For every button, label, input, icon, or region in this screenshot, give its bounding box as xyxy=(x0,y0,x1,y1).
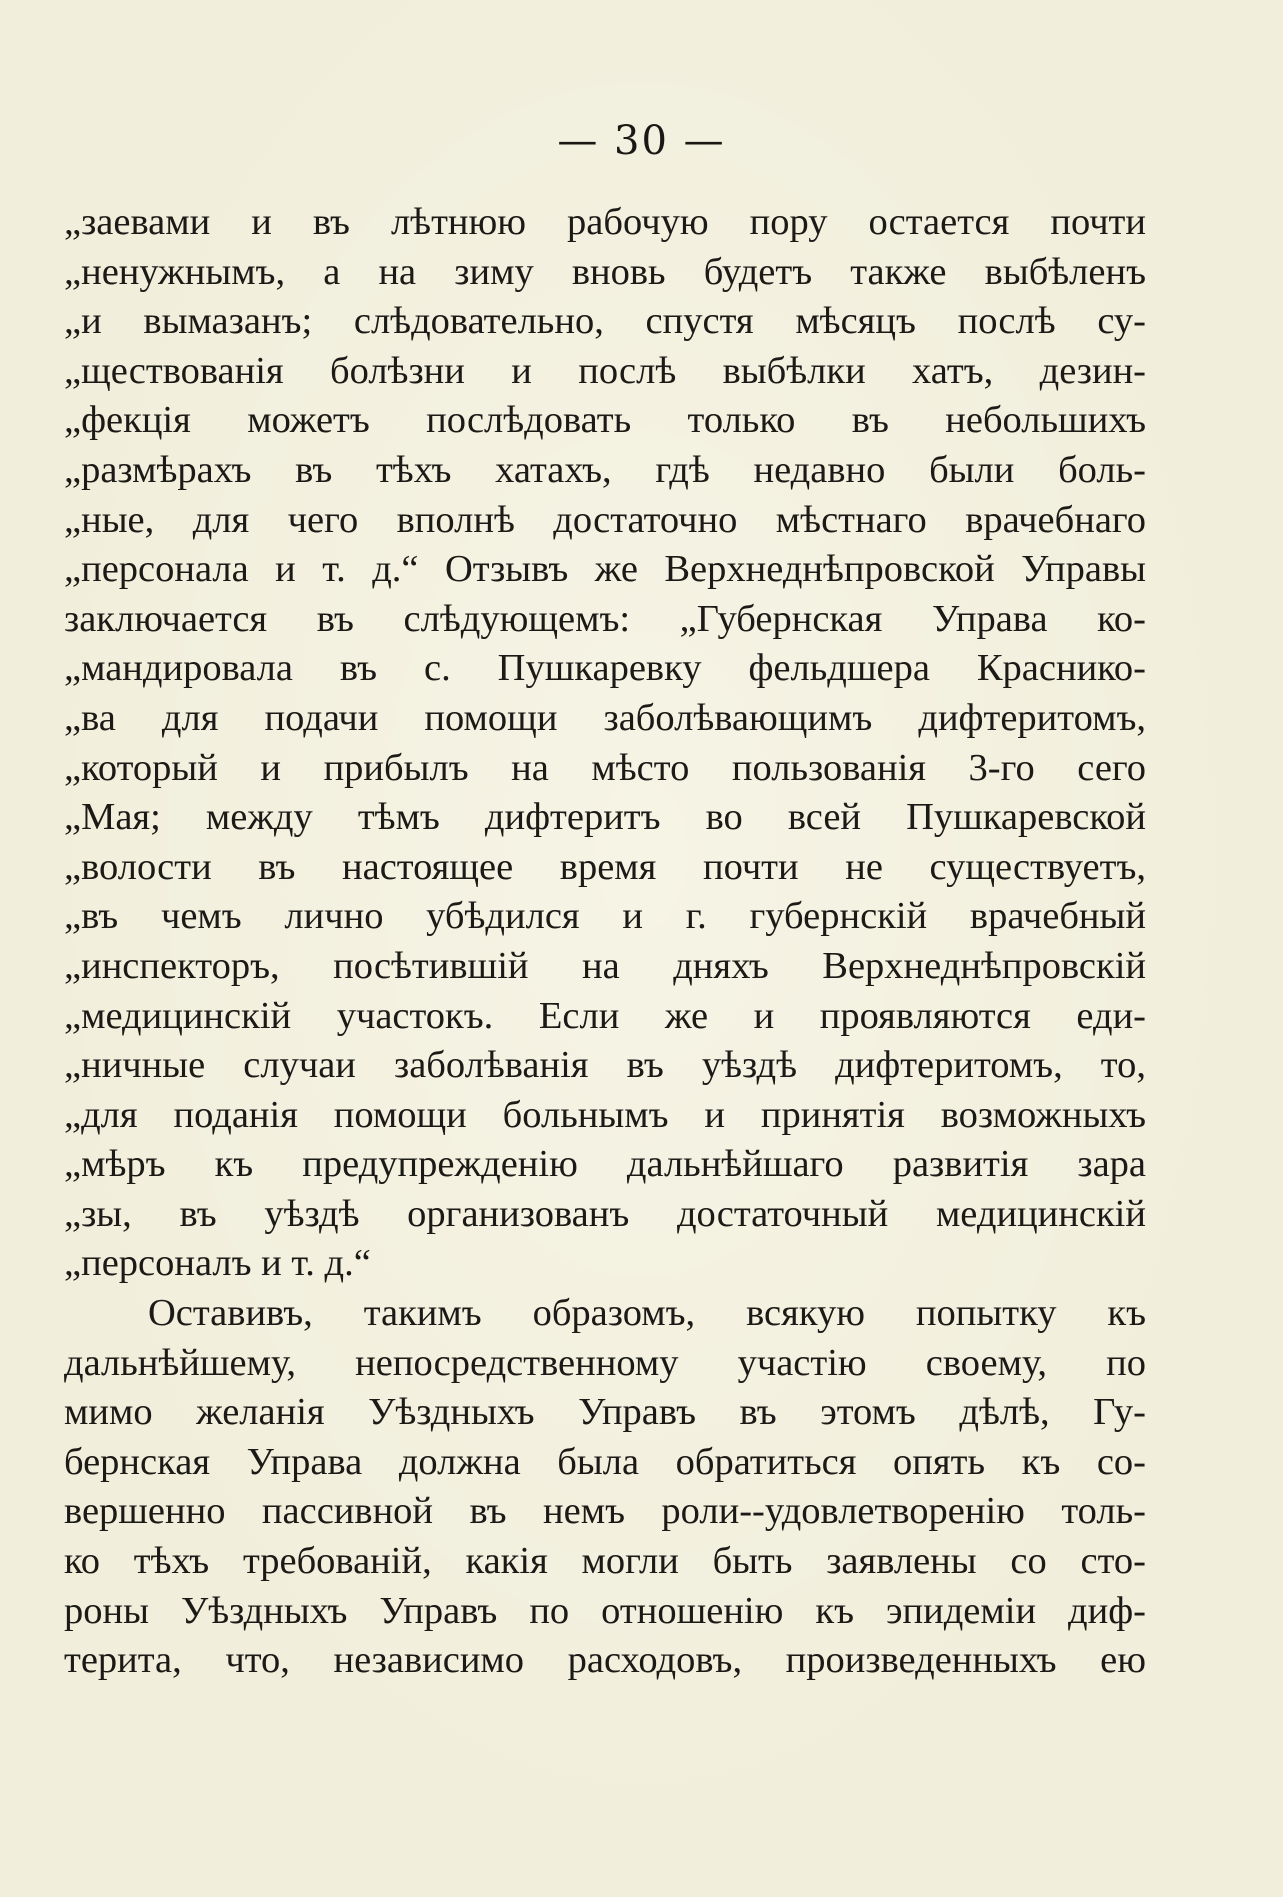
text-line: мимо желанія Уѣздныхъ Управъ въ этомъ дѣлѣ, Гу- xyxy=(64,1391,1146,1434)
text-line: „ненужнымъ, а на зиму вновь будетъ также выбѣленъ xyxy=(64,250,1146,293)
text-line: „ществованія болѣзни и послѣ выбѣлки хатъ, дезин- xyxy=(64,349,1146,392)
text-line: „въ чемъ лично убѣдился и г. губернскій врачебный xyxy=(64,895,1146,938)
page-number: — 30 — xyxy=(557,118,726,164)
text-line: вершенно пассивной въ немъ роли--удовлетворенію толь- xyxy=(64,1490,1146,1533)
text-line: ко тѣхъ требованій, какія могли быть заявлены со сто- xyxy=(64,1540,1146,1583)
text-line: роны Уѣздныхъ Управъ по отношенію къ эпидеміи диф- xyxy=(64,1589,1146,1632)
text-line: „и вымазанъ; слѣдовательно, спустя мѣсяцъ послѣ су- xyxy=(64,300,1146,343)
text-line: „персоналъ и т. д.“ xyxy=(64,1242,371,1285)
text-line: „медицинскій участокъ. Если же и проявляются еди- xyxy=(64,994,1146,1037)
text-line: „фекція можетъ послѣдовать только въ небольшихъ xyxy=(64,399,1146,442)
text-line: „персонала и т. д.“ Отзывъ же Верхнеднѣпровской Управы xyxy=(64,548,1146,591)
text-line: заключается въ слѣдующемъ: „Губернская Управа ко- xyxy=(64,597,1146,640)
text-line: „мандировала въ с. Пушкаревку фельдшера Краснико- xyxy=(64,647,1146,690)
text-line: терита, что, независимо расходовъ, произведенныхъ ею xyxy=(64,1639,1146,1682)
text-line: „размѣрахъ въ тѣхъ хатахъ, гдѣ недавно были боль- xyxy=(64,448,1146,491)
text-line: „заевами и въ лѣтнюю рабочую пору остается почти xyxy=(64,201,1146,243)
text-line: „зы, въ уѣздѣ организованъ достаточный медицинскій xyxy=(64,1192,1146,1235)
text-line: „инспекторъ, посѣтившій на дняхъ Верхнеднѣпровскій xyxy=(64,944,1146,987)
body-text xyxy=(64,198,1146,1686)
text-line: бернская Управа должна была обратиться опять къ со- xyxy=(64,1440,1146,1483)
text-line: дальнѣйшему, непосредственному участію своему, по xyxy=(64,1341,1146,1384)
text-line: „ные, для чего вполнѣ достаточно мѣстнаго врачебнаго xyxy=(64,498,1146,541)
text-line: „который и прибылъ на мѣсто пользованія 3-го сего xyxy=(64,746,1146,789)
text-line: „ничные случаи заболѣванія въ уѣздѣ дифтеритомъ, то, xyxy=(64,1044,1146,1087)
text-line: „для поданія помощи больнымъ и принятія возможныхъ xyxy=(64,1093,1146,1136)
text-line: „ва для подачи помощи заболѣвающимъ дифтеритомъ, xyxy=(64,696,1146,739)
text-line: „волости въ настоящее время почти не существуетъ, xyxy=(64,845,1146,888)
text-line: „Мая; между тѣмъ дифтеритъ во всей Пушкаревской xyxy=(64,796,1146,839)
text-line: Оставивъ, такимъ образомъ, всякую попытку къ xyxy=(148,1292,1146,1335)
text-line: „мѣръ къ предупрежденію дальнѣйшаго развитія зара xyxy=(64,1143,1146,1186)
